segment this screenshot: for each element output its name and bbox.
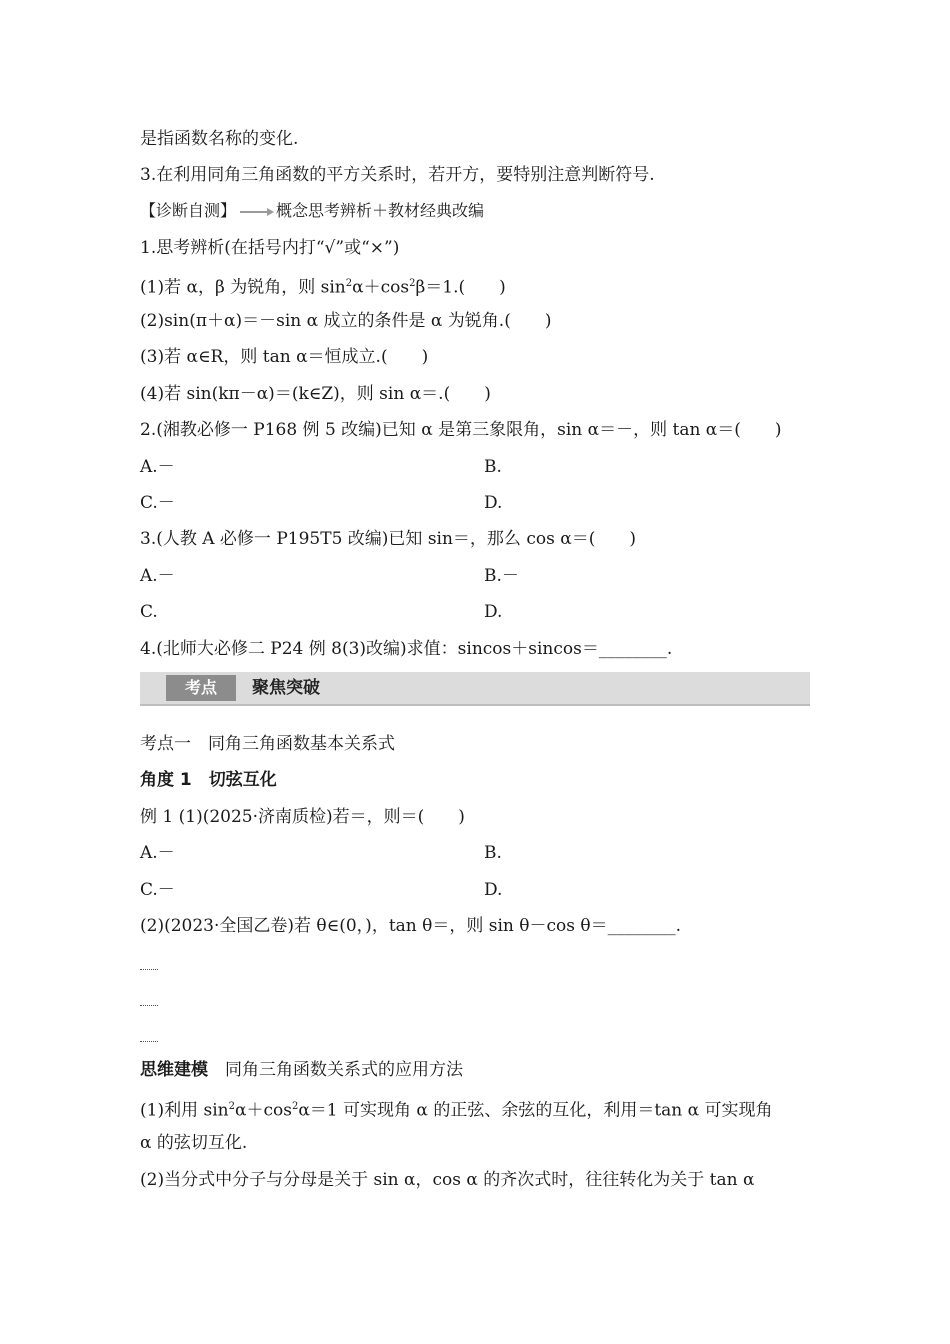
option-d: D.	[484, 493, 503, 513]
method-1-part: α＋cos	[234, 1100, 292, 1121]
siwei-text: 同角三角函数关系式的应用方法	[225, 1060, 463, 1080]
option-d: D.	[484, 602, 503, 622]
question-1-1	[140, 273, 506, 299]
banner-tag: 考点	[166, 675, 236, 701]
siwei-label: 思维建模	[140, 1060, 208, 1080]
question-1-3: (3)若 α∈R，则 tan α＝恒成立.( )	[140, 347, 429, 367]
section-banner	[140, 672, 810, 706]
answer-blank	[140, 969, 158, 970]
option-a: A.－	[140, 566, 175, 586]
method-1-part: α＝1 可实现角 α 的正弦、余弦的互化，利用＝tan α 可实现角	[298, 1100, 773, 1121]
example-1: 例 1 (1)(2025·济南质检)若＝，则＝( )	[140, 807, 465, 827]
method-1-cont: α 的弦切互化.	[140, 1133, 248, 1153]
jiaodu-heading: 角度 1 切弦互化	[140, 770, 277, 790]
answer-blank	[140, 1041, 158, 1042]
siwei-heading	[140, 1059, 463, 1081]
diagnosis-text: 概念思考辨析＋教材经典改编	[276, 201, 485, 220]
question-1: 1.思考辨析(在括号内打“√”或“×”)	[140, 238, 400, 258]
diagnosis-heading	[140, 200, 484, 222]
q1-1-part: (1)若 α，β 为锐角，则 sin	[140, 277, 346, 298]
example-1-2: (2)(2023·全国乙卷)若 θ∈(0，)，tan θ＝，则 sin θ－cos θ＝________.	[140, 916, 682, 936]
option-c: C.－	[140, 493, 175, 513]
method-1	[140, 1096, 773, 1122]
option-c: C.	[140, 602, 158, 622]
superscript: 2	[409, 278, 416, 289]
text-line: 是指函数名称的变化.	[140, 129, 299, 149]
question-3: 3.(人教 A 必修一 P195T5 改编)已知 sin＝，那么 cos α＝( )	[140, 529, 636, 549]
question-4: 4.(北师大必修二 P24 例 8(3)改编)求值：sincos＋sincos＝________.	[140, 639, 673, 659]
option-a: A.－	[140, 457, 175, 477]
answer-blank	[140, 1005, 158, 1006]
option-b: B.－	[484, 566, 519, 586]
question-1-2: (2)sin(π＋α)＝－sin α 成立的条件是 α 为锐角.( )	[140, 311, 552, 331]
kaodian-heading: 考点一 同角三角函数基本关系式	[140, 734, 395, 754]
question-1-4: (4)若 sin(kπ－α)＝(k∈Z)，则 sin α＝.( )	[140, 384, 491, 404]
banner-title: 聚焦突破	[252, 678, 320, 698]
option-d: D.	[484, 880, 503, 900]
question-2: 2.(湘教必修一 P168 例 5 改编)已知 α 是第三象限角，sin α＝－，则 tan α＝( )	[140, 420, 782, 440]
option-b: B.	[484, 457, 502, 477]
superscript: 2	[291, 1101, 299, 1112]
option-a: A.－	[140, 843, 175, 863]
text-line: 3.在利用同角三角函数的平方关系时，若开方，要特别注意判断符号.	[140, 165, 655, 185]
option-c: C.－	[140, 880, 175, 900]
q1-1-part: α＋cos	[352, 277, 410, 298]
superscript: 2	[228, 1101, 235, 1112]
method-1-part: (1)利用 sin	[140, 1100, 229, 1121]
diagnosis-label: 【诊断自测】	[140, 201, 237, 220]
option-b: B.	[484, 843, 502, 863]
superscript: 2	[345, 278, 353, 289]
arrow-icon	[240, 209, 274, 215]
q1-1-part: β＝1.( )	[415, 277, 506, 298]
method-2: (2)当分式中分子与分母是关于 sin α，cos α 的齐次式时，往往转化为关于 tan α	[140, 1170, 755, 1190]
